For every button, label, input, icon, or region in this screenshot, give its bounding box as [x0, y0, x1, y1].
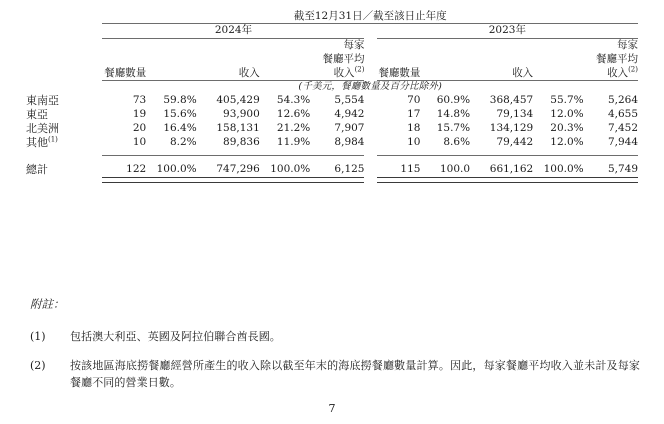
table-body: [26, 94, 638, 150]
cell-gap: [364, 108, 376, 122]
year-header-2024: 2024年: [102, 24, 364, 38]
cell-avg-2024: 8,984: [334, 136, 365, 149]
table-row: [26, 108, 638, 122]
total-count-2024: 122: [126, 163, 147, 176]
cell-count-2024: 73: [132, 94, 147, 107]
cell-count-pct-2023: 8.6%: [443, 136, 471, 149]
unit-note-row: [26, 81, 638, 94]
cell-revenue-2023: 134,129: [489, 122, 534, 135]
cell-count-pct-2024: 59.8%: [163, 94, 197, 107]
cell-avg-2023: 7,452: [607, 122, 638, 135]
footnote-marker-2b: (2): [628, 65, 638, 74]
total-revenue-pct-2024: 100.0%: [270, 163, 311, 176]
row-region-label: 北美洲: [26, 121, 59, 135]
cell-avg-2024: 7,907: [334, 122, 365, 135]
colhead-avg-2023: 每家 餐廳平均 收入$^{(2)}$: [584, 38, 638, 81]
cell-gap: [364, 122, 376, 136]
page-number: 7: [328, 402, 336, 415]
cell-revenue-pct-2023: 12.0%: [550, 108, 584, 121]
table-row: [26, 94, 638, 108]
cell-count-pct-2023: 15.7%: [436, 122, 471, 135]
cell-gap: [364, 136, 376, 150]
cell-revenue-pct-2024: 21.2%: [276, 122, 311, 135]
table-row: [26, 122, 638, 136]
total-revenue-2024: 747,296: [216, 163, 260, 176]
row-region-label: 其他$^{(1)}$: [26, 135, 58, 149]
cell-revenue-pct-2023: 20.3%: [550, 122, 584, 135]
cell-count-2024: 19: [132, 108, 147, 121]
note-number: (2): [30, 358, 46, 372]
row-region-label: 東亞: [26, 107, 48, 121]
cell-avg-2023: 5,264: [607, 94, 638, 107]
cell-avg-2024: 4,942: [334, 108, 365, 121]
cell-count-2023: 70: [407, 94, 421, 107]
cell-count-pct-2023: 14.8%: [436, 108, 471, 121]
cell-revenue-2024: 89,836: [223, 136, 260, 149]
notes-title: 附註：: [30, 297, 65, 311]
total-count-2023: 115: [400, 163, 421, 176]
double-rule-row: [26, 177, 638, 182]
period-header-row: [26, 10, 638, 24]
table-row-total: [26, 163, 638, 177]
year-header-row: [26, 24, 638, 38]
cell-count-2023: 10: [407, 136, 421, 149]
column-header-row: [26, 38, 638, 81]
cell-revenue-2024: 405,429: [216, 94, 260, 107]
cell-revenue-2023: 368,457: [489, 94, 534, 107]
total-revenue-pct-2023: 100.0%: [543, 163, 584, 176]
spacer-row: [26, 155, 638, 163]
footnote-marker-1: (1): [48, 135, 58, 144]
colhead-count-pct-2023: [420, 38, 470, 81]
colhead-avg-2023-line3: 收入$^{(2)}$: [607, 65, 638, 79]
cell-avg-2023: 7,944: [607, 136, 638, 149]
cell-revenue-pct-2024: 12.6%: [276, 108, 311, 121]
cell-revenue-2024: 158,131: [216, 122, 260, 135]
note-text: 按該地區海底撈餐廳經營所產生的收入除以截至年末的海底撈餐廳數量計算。因此，每家餐廳平均收入並未計及每家餐廳不同的營業日數。: [70, 358, 640, 389]
notes-list: [30, 328, 640, 391]
year-header-2023: 2023年: [377, 24, 638, 38]
total-revenue-2023: 661,162: [489, 163, 534, 176]
note-number: (1): [30, 329, 46, 343]
colhead-avg-2024-line3: 收入$^{(2)}$: [333, 65, 365, 79]
cell-revenue-pct-2023: 55.7%: [550, 94, 584, 107]
cell-revenue-2023: 79,442: [496, 136, 534, 149]
cell-revenue-pct-2023: 12.0%: [550, 136, 584, 149]
notes-section: [30, 296, 640, 403]
note-item: [30, 328, 640, 345]
cell-count-pct-2024: 15.6%: [163, 108, 197, 121]
colhead-count-2023: 餐廳數量: [377, 38, 421, 81]
row-region-label: 東南亞: [26, 93, 59, 107]
total-avg-2023: 5,749: [607, 163, 638, 176]
footnote-marker-2: (2): [354, 65, 365, 74]
colhead-revenue-pct-2023: [533, 38, 583, 81]
total-avg-2024: 6,125: [334, 163, 365, 176]
total-count-pct-2024: 100.0%: [156, 163, 197, 176]
total-label: 總計: [26, 162, 48, 176]
table-row: [26, 136, 638, 150]
cell-count-pct-2024: 8.2%: [169, 136, 197, 149]
cell-gap: [364, 94, 376, 108]
cell-count-2023: 18: [407, 122, 421, 135]
financial-table: [26, 10, 638, 183]
cell-count-2023: 17: [407, 108, 421, 121]
colhead-revenue-2023: 收入: [470, 38, 533, 81]
period-header: 截至12月31日／截至該日止年度: [102, 10, 638, 24]
cell-revenue-pct-2024: 54.3%: [276, 94, 311, 107]
unit-note: (千美元，餐廳數量及百分比除外): [298, 81, 443, 93]
cell-revenue-pct-2024: 11.9%: [276, 136, 311, 149]
cell-count-2024: 10: [132, 136, 147, 149]
cell-count-pct-2024: 16.4%: [163, 122, 197, 135]
cell-revenue-2023: 79,134: [496, 108, 534, 121]
colhead-revenue-pct-2024: [260, 38, 310, 81]
cell-count-pct-2023: 60.9%: [436, 94, 471, 107]
note-item: [30, 357, 640, 391]
colhead-count-2024: 餐廳數量: [102, 38, 146, 81]
colhead-count-pct-2024: [146, 38, 196, 81]
cell-revenue-2024: 93,900: [223, 108, 260, 121]
total-count-pct-2023: 100.0: [440, 163, 471, 176]
cell-avg-2023: 4,655: [607, 108, 638, 121]
cell-avg-2024: 5,554: [334, 94, 365, 107]
cell-count-2024: 20: [132, 122, 147, 135]
colhead-avg-2024: 每家 餐廳平均 收入$^{(2)}$: [310, 38, 364, 81]
colhead-revenue-2024: 收入: [197, 38, 260, 81]
note-text: 包括澳大利亞、英國及阿拉伯聯合酋長國。: [70, 329, 281, 343]
